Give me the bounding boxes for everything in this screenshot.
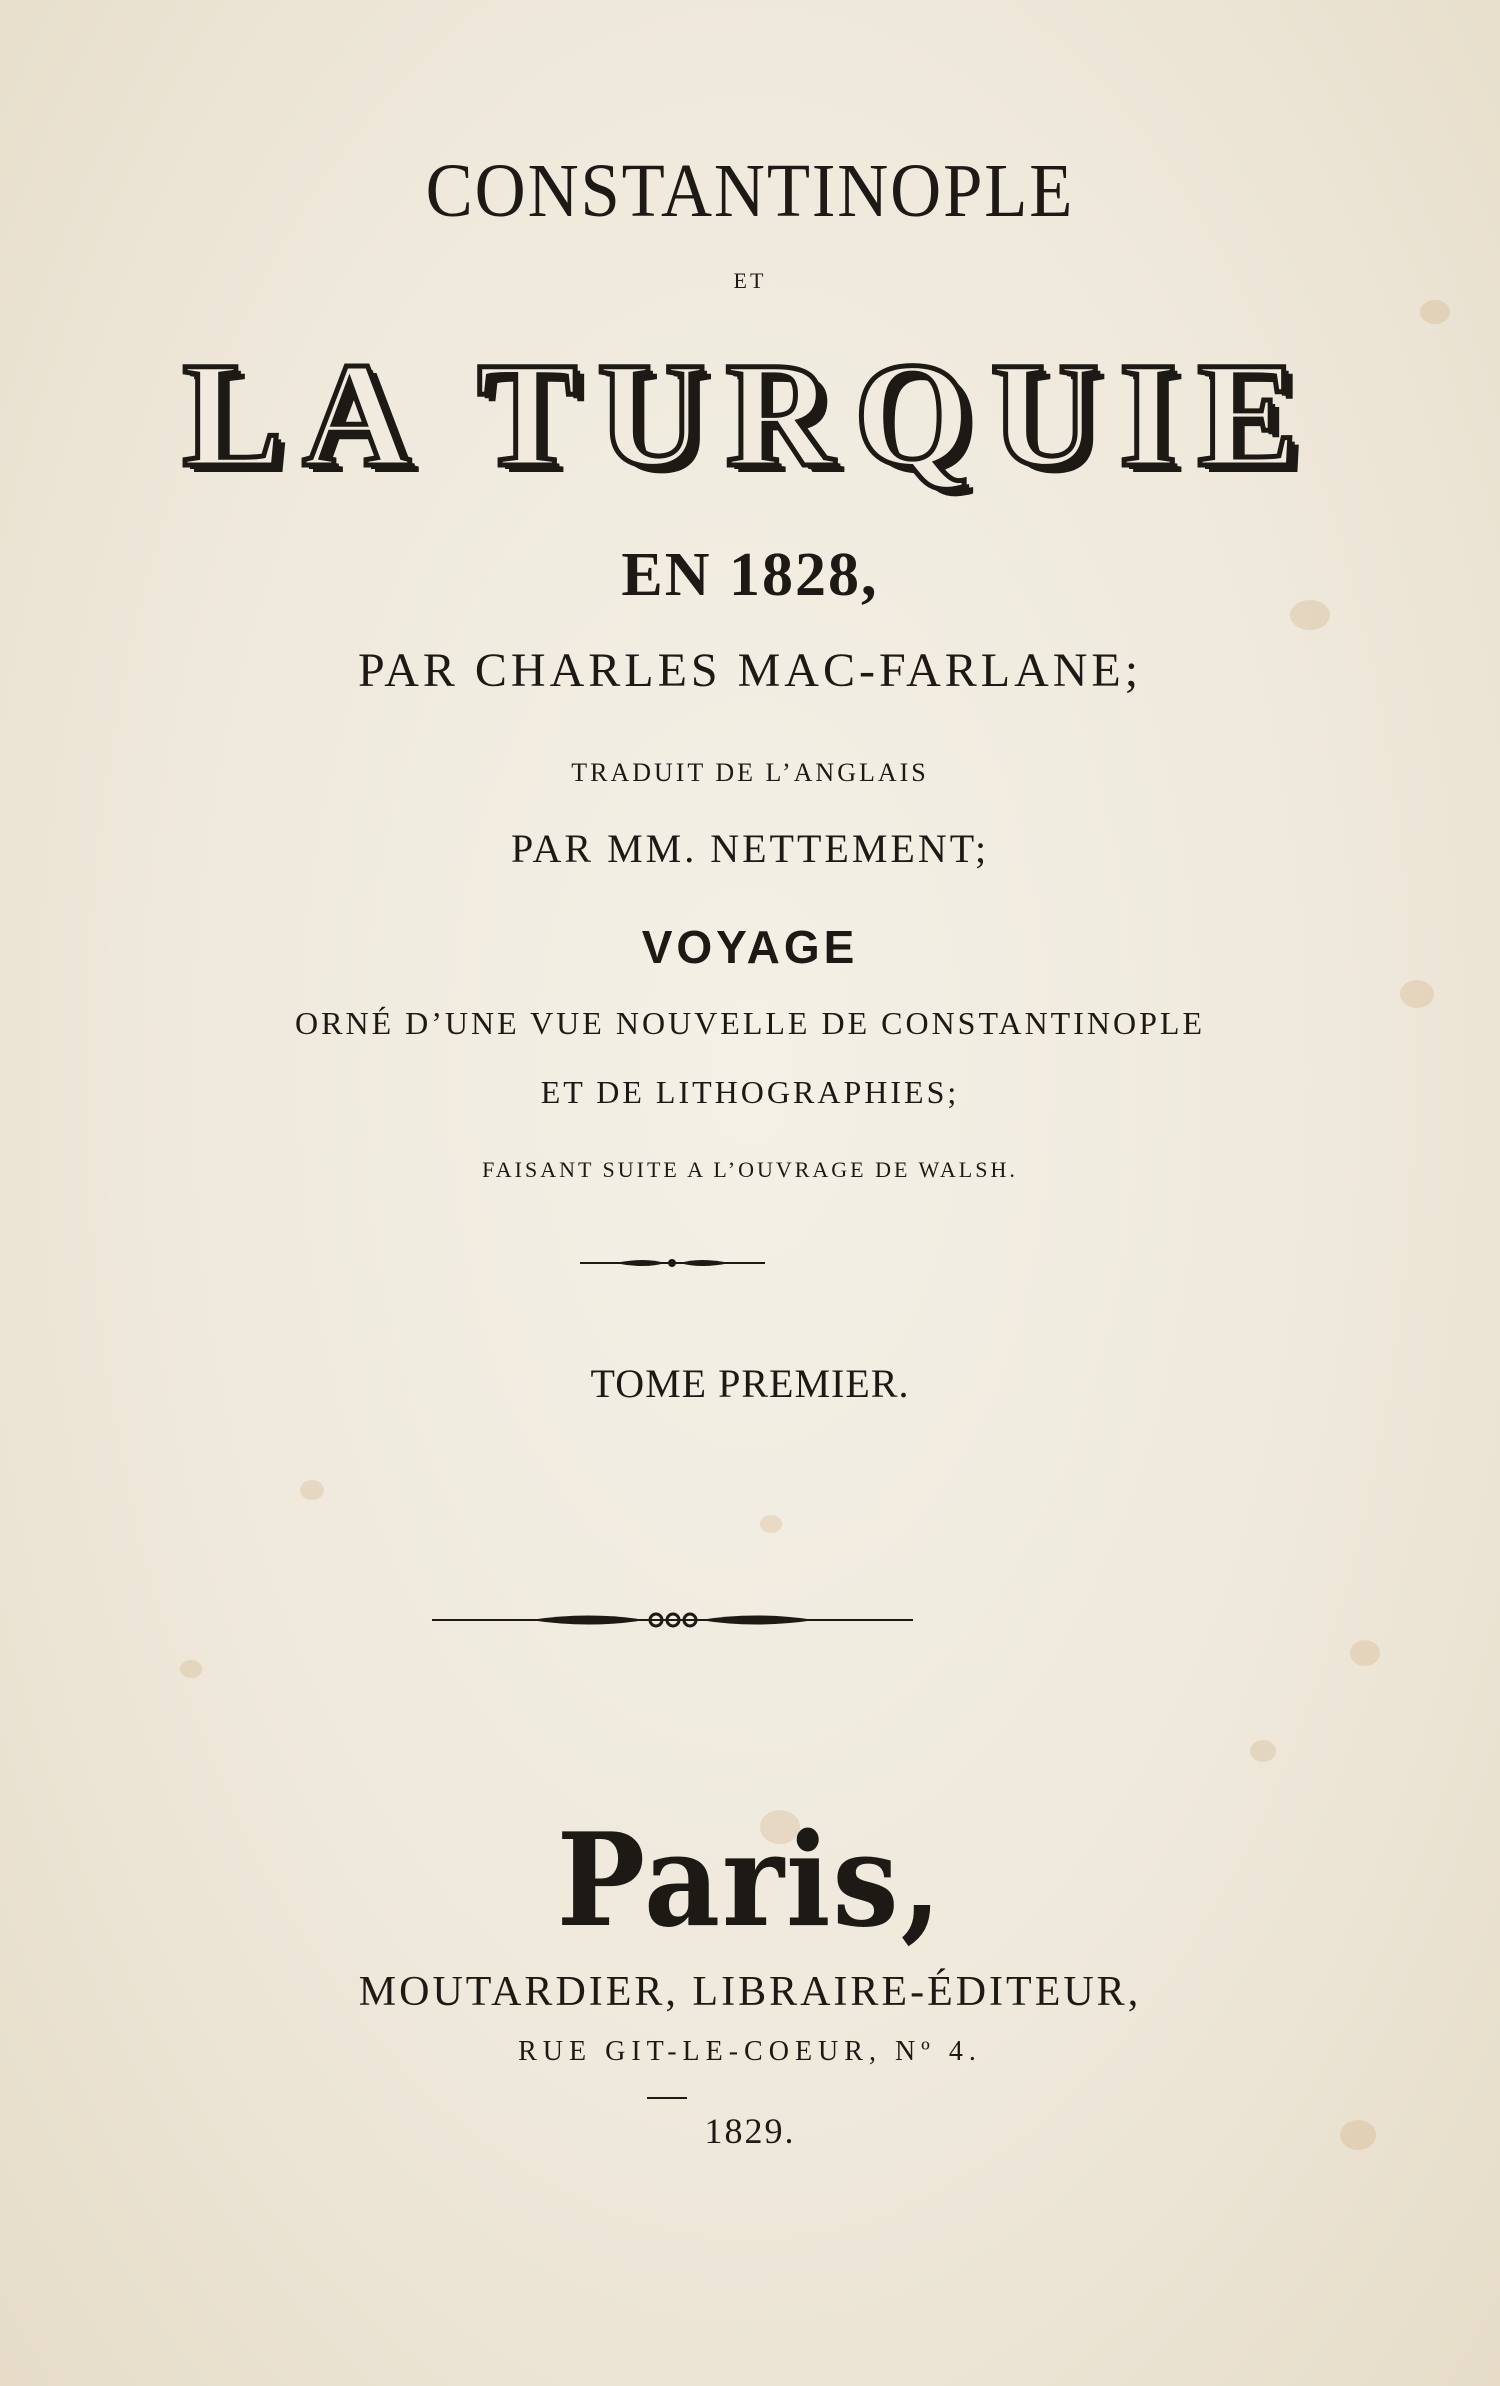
conjunction-et: ET	[733, 268, 767, 293]
title-constantinople: CONSTANTINOPLE	[425, 149, 1075, 233]
ornament-divider-large	[430, 1605, 915, 1635]
illustration-note: ORNÉ D’UNE VUE NOUVELLE DE CONSTANTINOPLE	[295, 1005, 1205, 1041]
lithographies-note: ET DE LITHOGRAPHIES;	[540, 1074, 960, 1110]
volume-label: TOME PREMIER.	[590, 1361, 910, 1406]
foxing-spot	[1420, 300, 1450, 324]
translators-line: PAR MM. NETTEMENT;	[510, 826, 990, 871]
subtitle-year: EN 1828,	[621, 541, 879, 609]
sequel-note: FAISANT SUITE A L’OUVRAGE DE WALSH.	[482, 1157, 1018, 1182]
foxing-spot	[180, 1660, 202, 1678]
foxing-spot	[1250, 1740, 1276, 1762]
foxing-spot	[1400, 980, 1434, 1008]
imprint-city: Paris,	[556, 1806, 944, 1956]
foxing-spot	[1350, 1640, 1380, 1666]
voyage-heading: VOYAGE	[641, 921, 859, 973]
publisher-line: MOUTARDIER, LIBRAIRE-ÉDITEUR,	[358, 1969, 1142, 2015]
ornament-divider-small	[575, 1253, 770, 1273]
title-la-turquie: LA TURQUIE	[182, 332, 1318, 498]
foxing-spot	[760, 1515, 782, 1533]
publisher-address: RUE GIT-LE-COEUR, Nº 4.	[518, 2036, 982, 2067]
publication-year: 1829.	[704, 2111, 796, 2151]
rule-above-year	[647, 2096, 687, 2100]
translation-note: TRADUIT DE L’ANGLAIS	[571, 758, 929, 787]
foxing-spot	[300, 1480, 324, 1500]
author-line: PAR CHARLES MAC-FARLANE;	[357, 644, 1143, 697]
